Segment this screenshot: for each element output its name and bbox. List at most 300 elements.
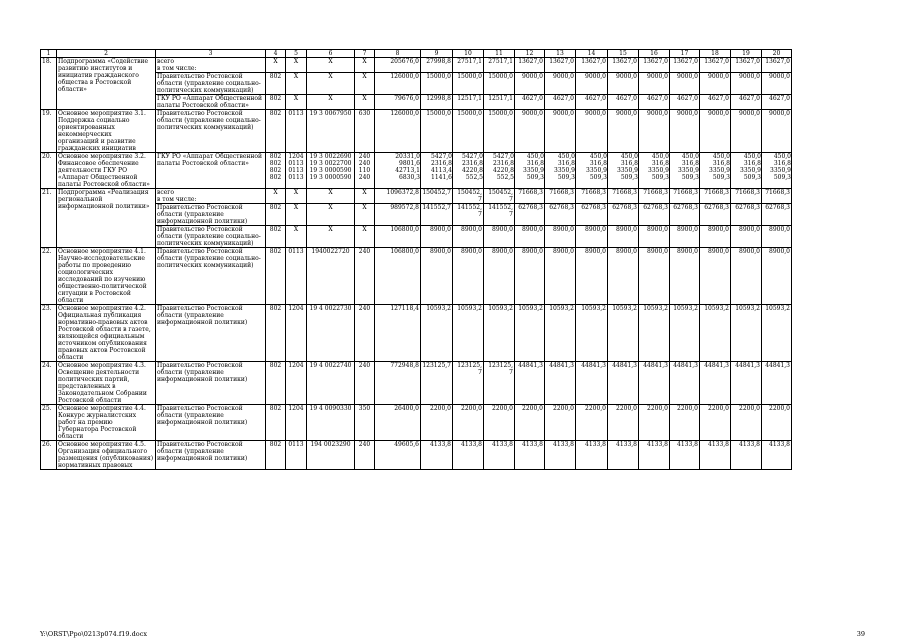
- amount-cell: 8900,0: [484, 226, 515, 248]
- budget-code-line: 802: [269, 153, 282, 160]
- amount-line: 509,3: [651, 174, 669, 181]
- amount-cell: 49605,6: [375, 441, 421, 470]
- column-number-header: 4: [266, 50, 286, 58]
- amount-line: 4220,8: [462, 167, 483, 174]
- amount-line: 450,0: [620, 153, 638, 160]
- budget-code-line: 0113: [288, 167, 304, 174]
- budget-code-cell: Х: [286, 73, 307, 95]
- amount-cell: 44841,3: [639, 362, 670, 405]
- amount-cell: 8900,0: [700, 248, 731, 305]
- amount-cell: 44841,3: [700, 362, 731, 405]
- amount-cell: 8900,0: [453, 248, 484, 305]
- executor-name: Правительство Ростовской области (управление социально-политических коммуникаций): [156, 248, 266, 305]
- column-number-header: 17: [670, 50, 700, 58]
- amount-cell: 8900,0: [639, 248, 670, 305]
- amount-cell: 8900,0: [421, 226, 453, 248]
- budget-code-cell: Х: [355, 226, 375, 248]
- amount-cell: 8900,0: [515, 248, 545, 305]
- amount-cell: 150452,7: [453, 189, 484, 204]
- amount-cell: 26400,0: [375, 405, 421, 441]
- amount-cell: 9000,0: [762, 73, 792, 95]
- amount-cell: 10593,2: [670, 305, 700, 362]
- amount-line: 20331,0: [395, 153, 420, 160]
- amount-cell: 10593,2: [576, 305, 608, 362]
- amount-cell: 44841,3: [545, 362, 576, 405]
- amount-cell: 4627,0: [608, 95, 639, 110]
- amount-cell: 150452,7: [484, 189, 515, 204]
- amount-cell: 9000,0: [700, 110, 731, 153]
- row-number: 25.: [41, 405, 57, 441]
- amount-cell: 10593,2: [762, 305, 792, 362]
- amount-cell: 15000,0: [453, 73, 484, 95]
- amount-cell: 8900,0: [421, 248, 453, 305]
- amount-line: 450,0: [651, 153, 669, 160]
- amount-cell: 1096372,8: [375, 189, 421, 204]
- column-number-header: 15: [608, 50, 639, 58]
- amount-cell: 4133,8: [731, 441, 762, 470]
- budget-code-cell: Х: [266, 58, 286, 73]
- executor-name: всего в том числе:: [156, 58, 266, 73]
- amount-cell: 27517,1: [453, 58, 484, 73]
- amount-cell: 8900,0: [700, 226, 731, 248]
- table-row: [41, 248, 792, 305]
- budget-code-line: 19 3 0000590: [309, 167, 352, 174]
- amount-cell: 62768,3: [731, 204, 762, 226]
- amount-line: 316,8: [681, 160, 699, 167]
- column-number-header: 5: [286, 50, 307, 58]
- amount-cell: 8900,0: [670, 248, 700, 305]
- column-number-header: 1: [41, 50, 57, 58]
- amount-line: 450,0: [589, 153, 607, 160]
- budget-code-cell: 240: [355, 305, 375, 362]
- executor-name: Правительство Ростовской области (управление социально-политических коммуникаций): [156, 110, 266, 153]
- amount-cell: 141552,7: [421, 204, 453, 226]
- amount-line: 3350,9: [709, 167, 730, 174]
- executor-name: Правительство Ростовской области (управление информационной политики): [156, 362, 266, 405]
- measure-name: Основное мероприятие 4.3. Освещение деятельности политических партий, представленных в Законодательном Собрании Ростовской области: [57, 362, 156, 405]
- amount-cell: 772948,8: [375, 362, 421, 405]
- amount-line: 3350,9: [740, 167, 761, 174]
- amount-cell: 4133,8: [762, 441, 792, 470]
- budget-code-line: 19 3 0022700: [309, 160, 352, 167]
- amount-cell: 71668,3: [639, 189, 670, 204]
- amount-cell: 9000,0: [639, 73, 670, 95]
- budget-code-line: 0113: [288, 160, 304, 167]
- amount-cell: 15000,0: [421, 73, 453, 95]
- amount-cell: 4133,8: [670, 441, 700, 470]
- amount-line: 5427,0: [431, 153, 452, 160]
- amount-cell: 8900,0: [484, 248, 515, 305]
- amount-cell: 10593,2: [421, 305, 453, 362]
- budget-code-line: 240: [358, 160, 371, 167]
- amount-cell: 71668,3: [670, 189, 700, 204]
- amount-line: 5427,0: [462, 153, 483, 160]
- amount-line: 509,3: [681, 174, 699, 181]
- amount-cell: 9000,0: [639, 110, 670, 153]
- amount-line: 509,3: [557, 174, 575, 181]
- amount-cell: 8900,0: [639, 226, 670, 248]
- table-row: [41, 153, 792, 189]
- budget-code-cell: Х: [286, 204, 307, 226]
- amount-line: 2316,8: [431, 160, 452, 167]
- amount-cell: [515, 153, 545, 189]
- amount-cell: 205676,0: [375, 58, 421, 73]
- amount-cell: [576, 153, 608, 189]
- amount-cell: 71668,3: [762, 189, 792, 204]
- amount-cell: 13627,0: [515, 58, 545, 73]
- amount-line: 316,8: [712, 160, 730, 167]
- amount-cell: 4133,8: [515, 441, 545, 470]
- amount-cell: 4627,0: [545, 95, 576, 110]
- budget-code-line: 110: [358, 167, 371, 174]
- amount-cell: 9000,0: [576, 110, 608, 153]
- budget-code-cell: [286, 153, 307, 189]
- row-number: 23.: [41, 305, 57, 362]
- measure-name: Подпрограмма «Реализация региональной информационной политики»: [57, 189, 156, 248]
- amount-cell: 2200,0: [421, 405, 453, 441]
- amount-cell: 10593,2: [484, 305, 515, 362]
- budget-code-line: 802: [269, 160, 282, 167]
- amount-cell: 10593,2: [515, 305, 545, 362]
- executor-name: Правительство Ростовской области (управление информационной политики): [156, 441, 266, 470]
- amount-line: 2316,8: [493, 160, 514, 167]
- amount-cell: 2200,0: [608, 405, 639, 441]
- measure-name: Основное мероприятие 3.1. Поддержка социально ориентированных некоммерческих организаций и развитие гражданских инициатив: [57, 110, 156, 153]
- amount-cell: 9000,0: [515, 110, 545, 153]
- amount-cell: 4627,0: [731, 95, 762, 110]
- amount-cell: [700, 153, 731, 189]
- amount-cell: 123125,7: [453, 362, 484, 405]
- amount-cell: 62768,3: [639, 204, 670, 226]
- amount-cell: 2200,0: [484, 405, 515, 441]
- amount-line: 450,0: [743, 153, 761, 160]
- column-number-header: 9: [421, 50, 453, 58]
- budget-code-cell: 19 4 0090330: [307, 405, 355, 441]
- column-number-header: 16: [639, 50, 670, 58]
- amount-cell: 2200,0: [545, 405, 576, 441]
- budget-code-cell: 1204: [286, 305, 307, 362]
- table-row: [41, 441, 792, 470]
- amount-cell: 10593,2: [608, 305, 639, 362]
- amount-cell: 989572,8: [375, 204, 421, 226]
- amount-line: 450,0: [712, 153, 730, 160]
- amount-cell: 44841,3: [515, 362, 545, 405]
- table-row: [41, 110, 792, 153]
- amount-cell: 15000,0: [484, 110, 515, 153]
- budget-code-cell: 240: [355, 441, 375, 470]
- amount-cell: 71668,3: [545, 189, 576, 204]
- amount-cell: 62768,3: [515, 204, 545, 226]
- executor-name: Правительство Ростовской области (управление информационной политики): [156, 405, 266, 441]
- amount-cell: 44841,3: [608, 362, 639, 405]
- budget-code-cell: 802: [266, 248, 286, 305]
- amount-line: 316,8: [557, 160, 575, 167]
- amount-cell: [453, 153, 484, 189]
- amount-cell: 9000,0: [545, 110, 576, 153]
- budget-code-cell: Х: [307, 58, 355, 73]
- amount-cell: 44841,3: [576, 362, 608, 405]
- amount-line: 509,3: [526, 174, 544, 181]
- amount-cell: 141552,7: [453, 204, 484, 226]
- amount-cell: 2200,0: [576, 405, 608, 441]
- amount-line: 450,0: [526, 153, 544, 160]
- amount-cell: 44841,3: [670, 362, 700, 405]
- budget-code-cell: 240: [355, 362, 375, 405]
- budget-code-cell: Х: [355, 189, 375, 204]
- amount-cell: 12517,1: [484, 95, 515, 110]
- table-row: [41, 58, 792, 73]
- executor-name: ГКУ РО «Аппарат Общественной палаты Ростовской области»: [156, 153, 266, 189]
- budget-code-cell: 802: [266, 405, 286, 441]
- amount-cell: 8900,0: [515, 226, 545, 248]
- amount-cell: 62768,3: [700, 204, 731, 226]
- budget-code-cell: Х: [307, 73, 355, 95]
- expenditure-table: [40, 49, 792, 470]
- table-row: [41, 362, 792, 405]
- row-number: 22.: [41, 248, 57, 305]
- budget-code-cell: 1204: [286, 362, 307, 405]
- amount-cell: 10593,2: [545, 305, 576, 362]
- budget-code-cell: 802: [266, 204, 286, 226]
- amount-line: 450,0: [557, 153, 575, 160]
- budget-code-cell: [266, 153, 286, 189]
- amount-cell: 150452,7: [421, 189, 453, 204]
- budget-code-line: 19 3 0000590: [309, 174, 352, 181]
- amount-line: 509,3: [743, 174, 761, 181]
- amount-cell: 4627,0: [670, 95, 700, 110]
- amount-cell: 8900,0: [545, 226, 576, 248]
- executor-name: Правительство Ростовской области (управление социально-политических коммуникаций): [156, 226, 266, 248]
- budget-code-cell: 630: [355, 110, 375, 153]
- amount-line: 316,8: [651, 160, 669, 167]
- budget-code-cell: Х: [307, 189, 355, 204]
- measure-name: Основное мероприятие 4.5. Организация официального размещения (опубликования) нормативных правовых: [57, 441, 156, 470]
- amount-cell: 4133,8: [639, 441, 670, 470]
- amount-cell: 9000,0: [731, 73, 762, 95]
- budget-code-line: 1204: [288, 153, 304, 160]
- amount-cell: 8900,0: [576, 248, 608, 305]
- amount-cell: 71668,3: [576, 189, 608, 204]
- amount-line: 509,3: [589, 174, 607, 181]
- amount-cell: 44841,3: [731, 362, 762, 405]
- budget-code-cell: Х: [307, 95, 355, 110]
- amount-cell: 9000,0: [762, 110, 792, 153]
- amount-cell: 4133,8: [700, 441, 731, 470]
- table-row: [41, 405, 792, 441]
- amount-line: 552,5: [496, 174, 514, 181]
- amount-cell: 8900,0: [545, 248, 576, 305]
- executor-name: Правительство Ростовской области (управление социально-политических коммуникаций): [156, 73, 266, 95]
- amount-cell: 4627,0: [639, 95, 670, 110]
- amount-cell: [484, 153, 515, 189]
- amount-cell: 9000,0: [576, 73, 608, 95]
- amount-cell: 126000,0: [375, 110, 421, 153]
- amount-line: 316,8: [620, 160, 638, 167]
- budget-code-cell: [355, 153, 375, 189]
- amount-cell: 9000,0: [515, 73, 545, 95]
- page-number: 39: [856, 630, 865, 638]
- budget-code-cell: 194 0023290: [307, 441, 355, 470]
- amount-cell: 2200,0: [762, 405, 792, 441]
- amount-line: 6830,3: [399, 174, 420, 181]
- amount-cell: 127118,4: [375, 305, 421, 362]
- amount-cell: 9000,0: [608, 73, 639, 95]
- budget-code-line: 240: [358, 174, 371, 181]
- column-number-header: 3: [156, 50, 266, 58]
- budget-code-cell: 1940022720: [307, 248, 355, 305]
- budget-code-cell: 802: [266, 305, 286, 362]
- amount-cell: 4133,8: [453, 441, 484, 470]
- budget-code-cell: Х: [307, 204, 355, 226]
- amount-cell: 62768,3: [670, 204, 700, 226]
- budget-code-cell: 0113: [286, 441, 307, 470]
- amount-cell: 4133,8: [545, 441, 576, 470]
- amount-cell: 4133,8: [608, 441, 639, 470]
- amount-cell: 15000,0: [421, 110, 453, 153]
- table-row: [41, 189, 792, 204]
- amount-cell: 13627,0: [639, 58, 670, 73]
- amount-cell: 10593,2: [639, 305, 670, 362]
- budget-code-cell: 19 4 0022740: [307, 362, 355, 405]
- amount-cell: 8900,0: [608, 226, 639, 248]
- amount-line: 3350,9: [617, 167, 638, 174]
- amount-cell: 2200,0: [731, 405, 762, 441]
- amount-cell: 8900,0: [576, 226, 608, 248]
- executor-name: всего в том числе:: [156, 189, 266, 204]
- amount-line: 509,3: [712, 174, 730, 181]
- budget-code-cell: [307, 153, 355, 189]
- row-number: 24.: [41, 362, 57, 405]
- column-number-header: 18: [700, 50, 731, 58]
- budget-code-cell: 19 4 0022730: [307, 305, 355, 362]
- budget-code-cell: Х: [266, 189, 286, 204]
- budget-code-cell: 19 3 0067950: [307, 110, 355, 153]
- amount-line: 316,8: [743, 160, 761, 167]
- amount-line: 2316,8: [462, 160, 483, 167]
- amount-cell: 13627,0: [545, 58, 576, 73]
- amount-cell: 71668,3: [515, 189, 545, 204]
- amount-cell: 9000,0: [608, 110, 639, 153]
- expenditure-table-sheet: [40, 49, 792, 470]
- amount-cell: 4133,8: [576, 441, 608, 470]
- amount-cell: 9000,0: [700, 73, 731, 95]
- column-number-header: 6: [307, 50, 355, 58]
- amount-cell: 141552,7: [484, 204, 515, 226]
- amount-cell: 71668,3: [731, 189, 762, 204]
- amount-cell: 13627,0: [700, 58, 731, 73]
- budget-code-cell: Х: [286, 189, 307, 204]
- amount-cell: 8900,0: [608, 248, 639, 305]
- measure-name: Основное мероприятие 4.4. Конкурс журналистских работ на премию Губернатора Ростовской области: [57, 405, 156, 441]
- amount-cell: [608, 153, 639, 189]
- amount-line: 4113,4: [431, 167, 452, 174]
- row-number: 20.: [41, 153, 57, 189]
- measure-name: Подпрограмма «Содействие развитию институтов и инициатив гражданского общества в Ростовской области»: [57, 58, 156, 110]
- amount-line: 3350,9: [770, 167, 791, 174]
- amount-cell: 12517,1: [453, 95, 484, 110]
- amount-cell: [421, 153, 453, 189]
- amount-cell: 4133,8: [484, 441, 515, 470]
- budget-code-cell: Х: [286, 95, 307, 110]
- budget-code-line: 802: [269, 167, 282, 174]
- amount-line: 552,5: [465, 174, 483, 181]
- table-row: [41, 305, 792, 362]
- column-number-header: 2: [57, 50, 156, 58]
- amount-line: 3350,9: [648, 167, 669, 174]
- amount-cell: 4627,0: [576, 95, 608, 110]
- amount-cell: [762, 153, 792, 189]
- column-number-header: 12: [515, 50, 545, 58]
- budget-code-cell: Х: [286, 226, 307, 248]
- amount-line: 3350,9: [678, 167, 699, 174]
- budget-code-line: 0113: [288, 174, 304, 181]
- amount-cell: [545, 153, 576, 189]
- amount-cell: 71668,3: [608, 189, 639, 204]
- amount-cell: 10593,2: [453, 305, 484, 362]
- amount-cell: 9000,0: [545, 73, 576, 95]
- row-number: 21.: [41, 189, 57, 248]
- measure-name: Основное мероприятие 3.2. Финансовое обеспечение деятельности ГКУ РО «Аппарат Общественной палаты Ростовской области»: [57, 153, 156, 189]
- amount-cell: 62768,3: [608, 204, 639, 226]
- column-number-header: 11: [484, 50, 515, 58]
- column-number-header: 7: [355, 50, 375, 58]
- amount-line: 316,8: [589, 160, 607, 167]
- budget-code-cell: Х: [355, 73, 375, 95]
- amount-cell: 4627,0: [515, 95, 545, 110]
- amount-line: 9801,6: [399, 160, 420, 167]
- amount-cell: 13627,0: [762, 58, 792, 73]
- amount-cell: 13627,0: [670, 58, 700, 73]
- amount-cell: 8900,0: [731, 248, 762, 305]
- budget-code-cell: 350: [355, 405, 375, 441]
- budget-code-cell: Х: [355, 95, 375, 110]
- amount-cell: 8900,0: [453, 226, 484, 248]
- column-number-header: 20: [762, 50, 792, 58]
- column-number-header: 14: [576, 50, 608, 58]
- amount-cell: 126000,0: [375, 73, 421, 95]
- amount-line: 1141,6: [431, 174, 452, 181]
- amount-cell: 4133,8: [421, 441, 453, 470]
- amount-cell: 79676,0: [375, 95, 421, 110]
- column-number-header: 10: [453, 50, 484, 58]
- amount-cell: 106800,0: [375, 226, 421, 248]
- budget-code-cell: 802: [266, 441, 286, 470]
- budget-code-cell: Х: [307, 226, 355, 248]
- budget-code-line: 802: [269, 174, 282, 181]
- amount-cell: 62768,3: [545, 204, 576, 226]
- amount-line: 316,8: [773, 160, 791, 167]
- budget-code-line: 19 3 0022690: [309, 153, 352, 160]
- amount-cell: [375, 153, 421, 189]
- amount-line: 450,0: [773, 153, 791, 160]
- row-number: 19.: [41, 110, 57, 153]
- budget-code-cell: 240: [355, 248, 375, 305]
- amount-cell: [731, 153, 762, 189]
- amount-cell: 2200,0: [515, 405, 545, 441]
- amount-line: 509,3: [773, 174, 791, 181]
- budget-code-cell: 802: [266, 362, 286, 405]
- budget-code-cell: Х: [286, 58, 307, 73]
- budget-code-cell: 1204: [286, 405, 307, 441]
- measure-name: Основное мероприятие 4.2. Официальная публикация нормативно-правовых актов Ростовской области в газете, являющейся официальным источником опубликования правовых актов Ростовской области: [57, 305, 156, 362]
- amount-cell: 13627,0: [576, 58, 608, 73]
- budget-code-cell: 0113: [286, 110, 307, 153]
- amount-cell: 9000,0: [731, 110, 762, 153]
- executor-name: Правительство Ростовской области (управление информационной политики): [156, 204, 266, 226]
- amount-cell: 8900,0: [762, 248, 792, 305]
- amount-cell: 27517,1: [484, 58, 515, 73]
- budget-code-cell: 802: [266, 110, 286, 153]
